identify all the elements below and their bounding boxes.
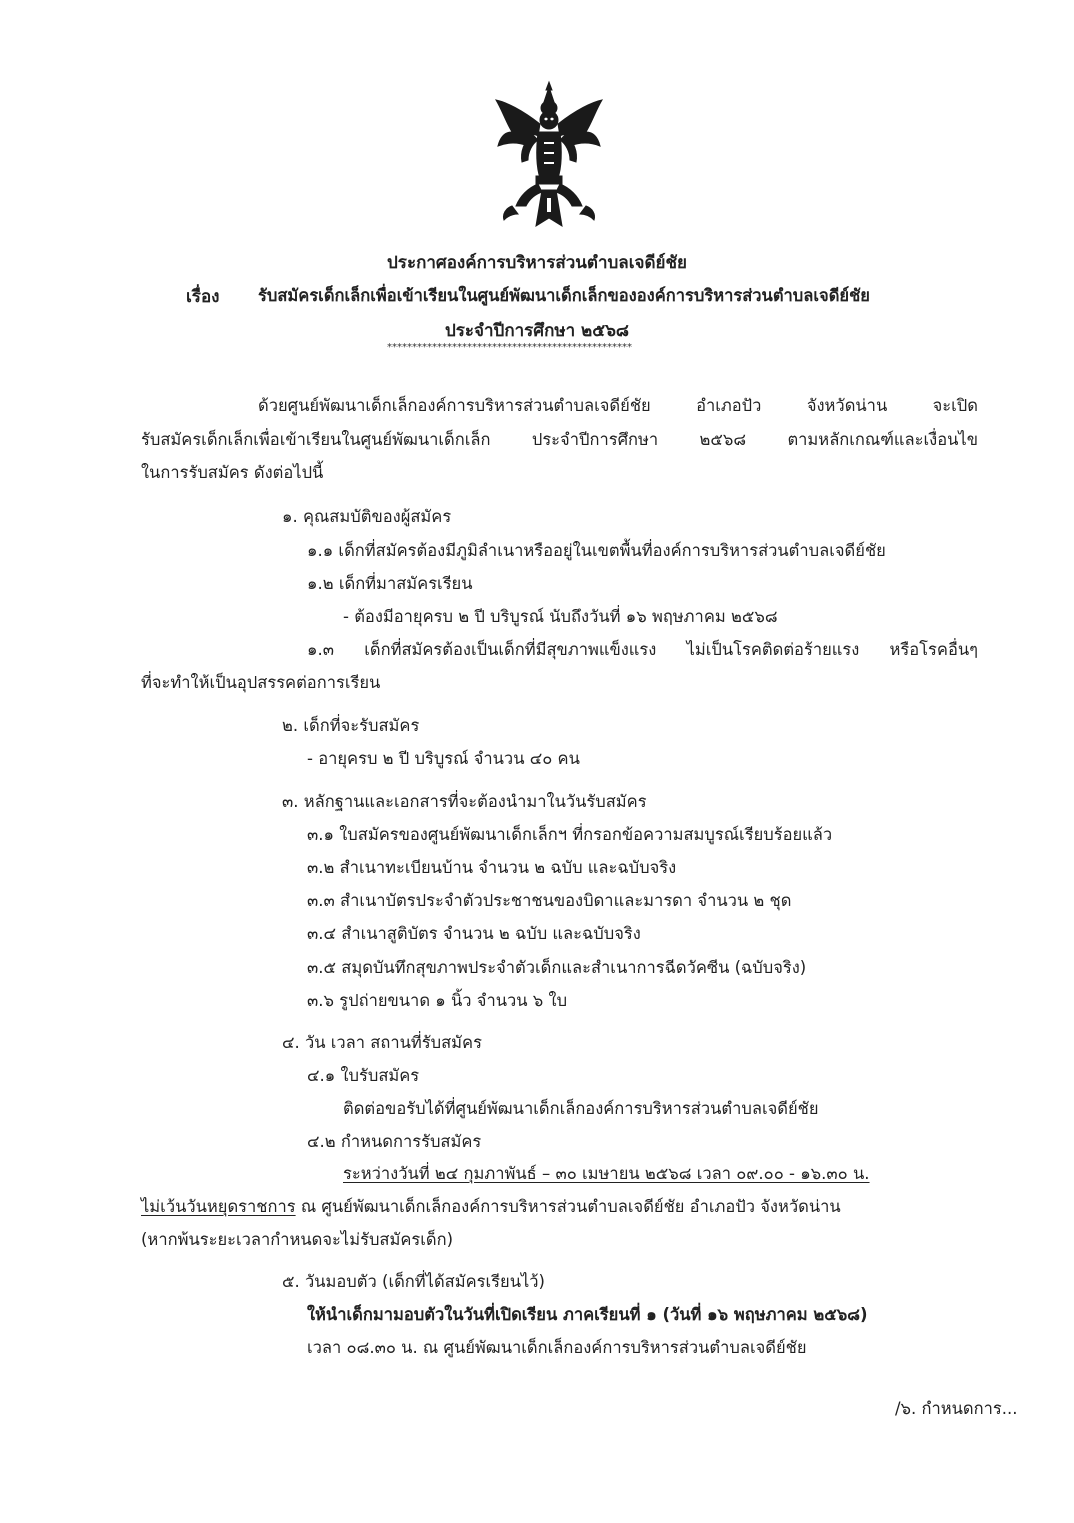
section-1-item-2-detail: - ต้องมีอายุครบ ๒ ปี บริบูรณ์ นับถึงวันที่ ๑๖ พฤษภาคม ๒๕๖๘ xyxy=(343,607,778,626)
announcement-title: ประกาศองค์การบริหารส่วนตำบลเจดีย์ชัย xyxy=(387,253,687,273)
section-1-item-3-line-2: ที่จะทำให้เป็นอุปสรรคต่อการเรียน xyxy=(141,673,381,692)
section-1-item-3-line-1: ๑.๓ เด็กที่สมัครต้องเป็นเด็กที่มีสุขภาพแข็งแรง ไม่เป็นโรคติดต่อร้ายแรง หรือโรคอื่นๆ xyxy=(307,640,978,659)
intro-line-3: ในการรับสมัคร ดังต่อไปนี้ xyxy=(141,463,324,482)
section-4-item-2: ๔.๒ กำหนดการรับสมัคร xyxy=(307,1132,482,1151)
section-1-item-2: ๑.๒ เด็กที่มาสมัครเรียน xyxy=(307,574,473,593)
page-continuation: /๖. กำหนดการ... xyxy=(895,1399,1018,1418)
section-5-detail: ให้นำเด็กมามอบตัวในวันที่เปิดเรียน ภาคเรียนที่ ๑ (วันที่ ๑๖ พฤษภาคม ๒๕๖๘) xyxy=(307,1305,868,1324)
section-1-item-1: ๑.๑ เด็กที่สมัครต้องมีภูมิลำเนาหรืออยู่ในเขตพื้นที่องค์การบริหารส่วนตำบลเจดีย์ชัย xyxy=(307,541,886,560)
separator-line: ************************************************* xyxy=(387,342,632,353)
section-4-item-1: ๔.๑ ใบรับสมัคร xyxy=(307,1066,420,1085)
intro-line-1: ด้วยศูนย์พัฒนาเด็กเล็กองค์การบริหารส่วนตำบลเจดีย์ชัย อำเภอปัว จังหวัดน่าน จะเปิด xyxy=(258,396,978,415)
intro-line-2: รับสมัครเด็กเล็กเพื่อเข้าเรียนในศูนย์พัฒนาเด็กเล็ก ประจำปีการศึกษา ๒๕๖๘ ตามหลักเกณฑ์และเงื่อนไข xyxy=(141,430,978,449)
section-1-heading: ๑. คุณสมบัติของผู้สมัคร xyxy=(282,507,452,526)
academic-year-title: ประจำปีการศึกษา ๒๕๖๘ xyxy=(444,321,630,341)
section-4-period: ระหว่างวันที่ ๒๔ กุมภาพันธ์ – ๓๐ เมษายน ๒๕๖๘ เวลา ๐๙.๐๐ - ๑๖.๓๐ น. xyxy=(343,1164,870,1183)
section-5-heading: ๕. วันมอบตัว (เด็กที่ได้สมัครเรียนไว้) xyxy=(282,1272,545,1291)
section-2-detail: - อายุครบ ๒ ปี บริบูรณ์ จำนวน ๔๐ คน xyxy=(307,749,580,768)
section-4-note: (หากพ้นระยะเวลากำหนดจะไม่รับสมัครเด็ก) xyxy=(141,1230,454,1249)
section-4-nonstop: ไม่เว้นวันหยุดราชการ xyxy=(141,1197,296,1216)
section-3-item: ๓.๔ สำเนาสูติบัตร จำนวน ๒ ฉบับ และฉบับจริง xyxy=(307,924,641,943)
section-3-item: ๓.๓ สำเนาบัตรประจำตัวประชาชนของบิดาและมารดา จำนวน ๒ ชุด xyxy=(307,891,792,910)
section-3-item: ๓.๕ สมุดบันทึกสุขภาพประจำตัวเด็กและสำเนาการฉีดวัคซีน (ฉบับจริง) xyxy=(307,958,807,977)
section-3-item: ๓.๒ สำเนาทะเบียนบ้าน จำนวน ๒ ฉบับ และฉบับจริง xyxy=(307,858,677,877)
section-3-item: ๓.๖ รูปถ่ายขนาด ๑ นิ้ว จำนวน ๖ ใบ xyxy=(307,991,568,1010)
section-3-heading: ๓. หลักฐานและเอกสารที่จะต้องนำมาในวันรับสมัคร xyxy=(282,792,647,811)
section-4-heading: ๔. วัน เวลา สถานที่รับสมัคร xyxy=(282,1033,482,1052)
section-2-heading: ๒. เด็กที่จะรับสมัคร xyxy=(282,716,420,735)
section-3-item: ๓.๑ ใบสมัครของศูนย์พัฒนาเด็กเล็กฯ ที่กรอกข้อความสมบูรณ์เรียบร้อยแล้ว xyxy=(307,825,833,844)
subject-label: เรื่อง xyxy=(186,287,220,307)
section-5-time: เวลา ๐๘.๓๐ น. ณ ศูนย์พัฒนาเด็กเล็กองค์การบริหารส่วนตำบลเจดีย์ชัย xyxy=(307,1338,807,1357)
section-4-item-1-detail: ติดต่อขอรับได้ที่ศูนย์พัฒนาเด็กเล็กองค์การบริหารส่วนตำบลเจดีย์ชัย xyxy=(343,1099,819,1118)
section-4-place: ณ ศูนย์พัฒนาเด็กเล็กองค์การบริหารส่วนตำบลเจดีย์ชัย อำเภอปัว จังหวัดน่าน xyxy=(295,1197,841,1216)
subject-text: รับสมัครเด็กเล็กเพื่อเข้าเรียนในศูนย์พัฒนาเด็กเล็กขององค์การบริหารส่วนตำบลเจดีย์ชัย xyxy=(258,286,870,305)
garuda-emblem-icon xyxy=(492,80,606,230)
